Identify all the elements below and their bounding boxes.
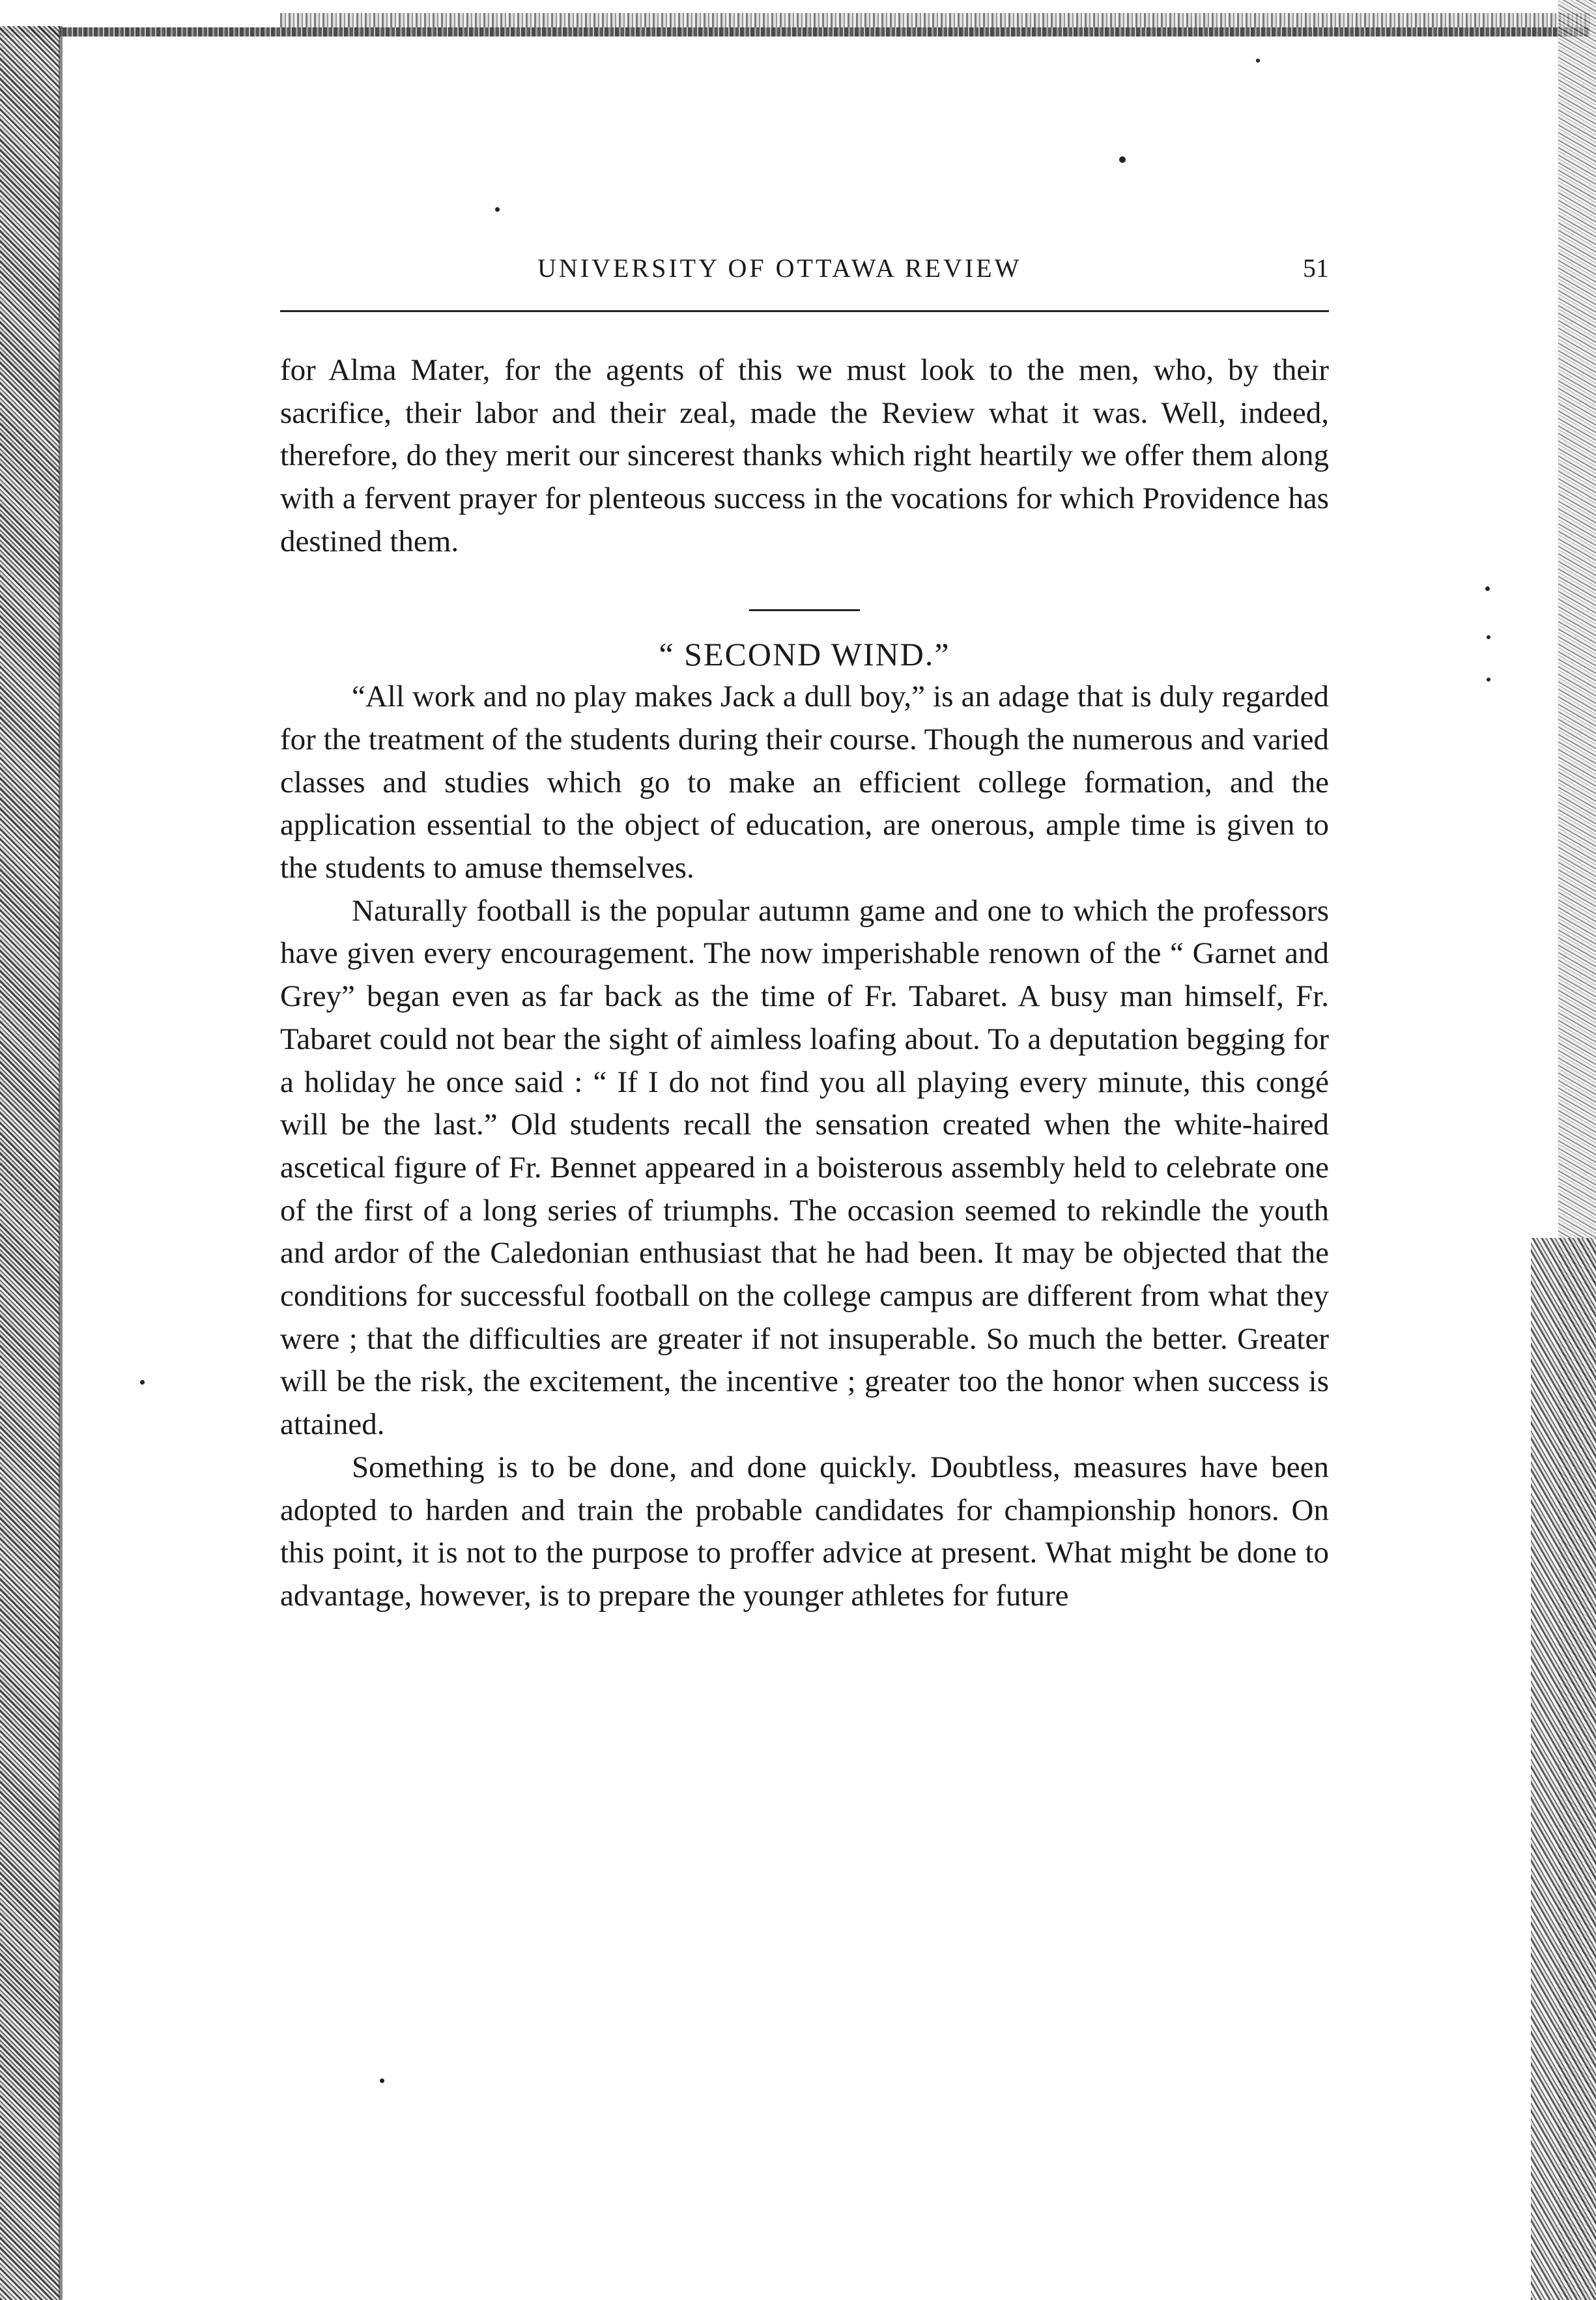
scan-top-edge [0,27,1589,36]
scan-left-edge-line [59,26,63,2300]
paragraph: “All work and no play makes Jack a dull boy,” is an adage that is duly regarded for the treatment of the students during their course. Though the numerous and varied classes and studies which go to make an efficient college formation, and the application essential to the object of education, are onerous, ample time is given to the students to amuse themselves. [280,680,1329,885]
scan-speck [495,207,500,212]
paragraph: Something is to be done, and done quickly. Doubtless, measures have been adopted to harden and train the probable candidates for championship honors. On this point, it is not to the purpose to proffer advice at present. What might be done to advantage, however, is to prepare the younger athletes for future [280,1450,1329,1613]
scan-right-lower-noise [1531,1238,1596,2300]
scan-speck [1487,678,1490,682]
paragraph: Naturally football is the popular autumn game and one to which the professors have given every encouragement. The now imperishable renown of the “ Garnet and Grey” began even as far back as the time of Fr. Tabaret. A busy man himself, Fr. Tabaret could not bear the sight of aimless loafing about. To a deputation begging for a holiday he once said : “ If I do not find you all playing every minute, this congé will be the last.” Old students recall the sensation created when the white-haired ascetical figure of Fr. Bennet appeared in a boisterous assembly held to celebrate one of the first of a long series of triumphs. The occasion seemed to rekindle the youth and ardor of the Caledonian enthusiast that he had been. It may be objected that the conditions for successful football on the college campus are different from what they were ; that the difficulties are greater if not insuperable. So much the better. Greater will be the risk, the excitement, the incentive ; greater too the honor when success is attained. [280,893,1329,1442]
scan-speck [140,1380,145,1385]
header-rule [280,310,1329,312]
section-title: “ SECOND WIND.” [659,635,950,672]
section-divider [749,609,860,611]
running-header [280,253,1329,298]
scan-speck [380,2078,384,2083]
article-body [280,349,1329,1618]
scan-left-edge-noise [0,26,60,2300]
page-number: 51 [1303,253,1329,283]
scan-speck [1487,635,1490,639]
intro-paragraph: for Alma Mater, for the agents of this we must look to the men, who, by their sacrifice, their labor and their zeal, made the Review what it was. Well, indeed, therefore, do they merit our sincerest thanks which right heartily we offer them along with a fervent prayer for plenteous success in the vocations for which Providence has destined them. [280,353,1329,558]
scan-speck [1256,59,1260,63]
scan-top-noise [280,13,1589,27]
scan-speck [1119,156,1126,163]
scan-speck [1485,586,1490,591]
running-title: UNIVERSITY OF OTTAWA REVIEW [537,253,1022,283]
